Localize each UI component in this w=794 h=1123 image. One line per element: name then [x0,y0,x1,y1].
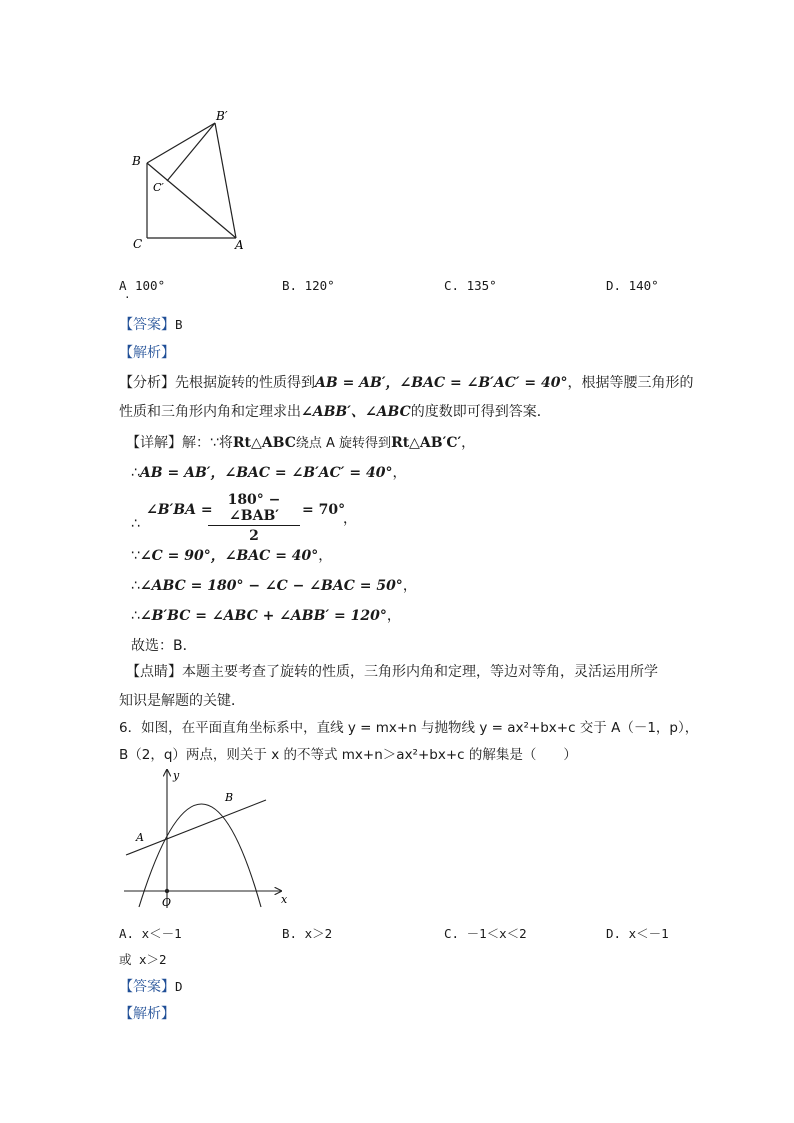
analysis-heading [119,342,175,362]
q6-answer-value: D [175,979,183,994]
fenxi-text-1: 先根据旋转的性质得到 [175,375,315,391]
because-symbol: ∵ [131,548,140,564]
option-a-value: 100° [135,278,166,293]
answer-value: B [175,317,183,332]
q6-answer-tag: 【答案】 [119,979,175,995]
q6-option-b: B. x＞2 [282,926,333,941]
detail-line-7: 故选：B． [131,638,197,654]
point-B-label: B [225,791,234,804]
straight-line [126,800,266,855]
segment-BB-prime [147,123,215,163]
segment-B-prime-C-prime [167,123,215,181]
comment-text-1: 本题主要考查了旋转的性质，三角形内角和定理，等边对等角，灵活运用所学 [182,664,658,680]
fenxi-line-2 [119,401,551,421]
detail-math-5: ∠ABC = 180° − ∠C − ∠BAC = 50° [139,578,403,594]
q6-stem-line-1: 6．如图，在平面直角坐标系中，直线 y = mx+n 与抛物线 y = ax²+bx+c 交于 A（－1，p）， [119,720,699,736]
detail-math-1: Rt△ABC [232,435,296,451]
detail-math-6: ∠B′BC = ∠ABC + ∠ABB′ = 120° [139,608,387,624]
therefore-symbol: ∴ [131,465,140,481]
fraction-denominator: 2 [249,528,259,544]
fenxi-math-2: ∠ABB′、∠ABC [301,404,411,420]
fenxi-tag: 【分析】 [119,375,175,391]
rotation-triangle-figure [125,105,265,260]
fenxi-math-1: AB = AB′，∠BAC = ∠B′AC′ = 40° [315,375,568,391]
label-A: A [235,238,244,252]
detail-line-4 [131,545,332,565]
q6-analysis-tag: 【解析】 [119,1006,175,1022]
detail-punct-6: ， [386,608,401,624]
label-B-prime: B′ [216,109,228,123]
q6-option-d-continued: 或 x＞2 [119,952,167,967]
answer-line [119,314,183,334]
x-axis-label: x [281,893,288,906]
detail-punct-5: ， [402,578,417,594]
origin-point [165,889,169,893]
detail-math-2: Rt△AB′C′ [391,435,462,451]
fenxi-text-2: ，根据等腰三角形的 [567,375,694,391]
label-B: B [132,154,141,168]
origin-label: O [162,896,172,909]
q6-option-c: C. －1＜x＜2 [444,926,527,941]
option-b: B. 120° [282,278,335,293]
segment-BA [147,163,236,238]
fraction [208,492,300,544]
fenxi-text-4: 的度数即可得到答案． [410,404,551,420]
fraction-rhs: = 70° [302,502,346,518]
answer-tag: 【答案】 [119,317,175,333]
detail-punct-4: ， [318,548,333,564]
detail-line-5 [131,575,417,595]
point-A-label: A [136,831,144,844]
detail-line-2 [131,462,406,482]
detail-punct: ， [392,465,407,481]
therefore-symbol-6: ∴ [131,608,140,624]
detail-text-2: 绕点 A 旋转得到 [295,436,392,451]
detail-math-2b: AB = AB′，∠BAC = ∠B′AC′ = 40° [139,465,393,481]
comment-line-1 [126,661,658,681]
label-C-prime: C′ [153,181,164,194]
analysis-tag: 【解析】 [119,345,175,361]
option-c: C. 135° [444,278,497,293]
comment-line-2: 知识是解题的关键． [119,693,245,709]
therefore-symbol-5: ∴ [131,578,140,594]
fenxi-text-3: 性质和三角形内角和定理求出 [119,404,301,420]
fraction-lhs: ∠B′BA = [146,502,213,518]
y-axis-label: y [173,769,180,782]
q6-answer-line [119,976,183,996]
detail-tag: 【详解】 [126,435,182,451]
parabola-line-figure [118,764,293,912]
fraction-punct: ， [343,511,357,527]
q6-option-a: A. x＜－1 [119,926,182,941]
detail-math-4: ∠C = 90°，∠BAC = 40° [139,548,319,564]
detail-line-6 [131,605,401,625]
q6-analysis-heading [119,1003,175,1023]
q6-stem-line-2: B（2，q）两点，则关于 x 的不等式 mx+n＞ax²+bx+c 的解集是（ ） [119,747,577,763]
fraction-numerator: 180° − ∠BAB′ [208,492,300,526]
label-C: C [133,237,143,251]
option-d: D. 140° [606,278,659,293]
option-a-letter: A [119,278,127,293]
detail-line-1 [126,432,475,452]
option-a-dot: . [124,288,131,301]
detail-text-3: ， [461,435,476,451]
fenxi-line-1 [119,372,694,392]
therefore-symbol-3: ∴ [131,516,140,532]
q6-option-d: D. x＜－1 [606,926,669,941]
segment-B-prime-A [215,123,236,238]
comment-tag: 【点睛】 [126,664,182,680]
detail-text-1: 解：∵将 [182,435,233,451]
